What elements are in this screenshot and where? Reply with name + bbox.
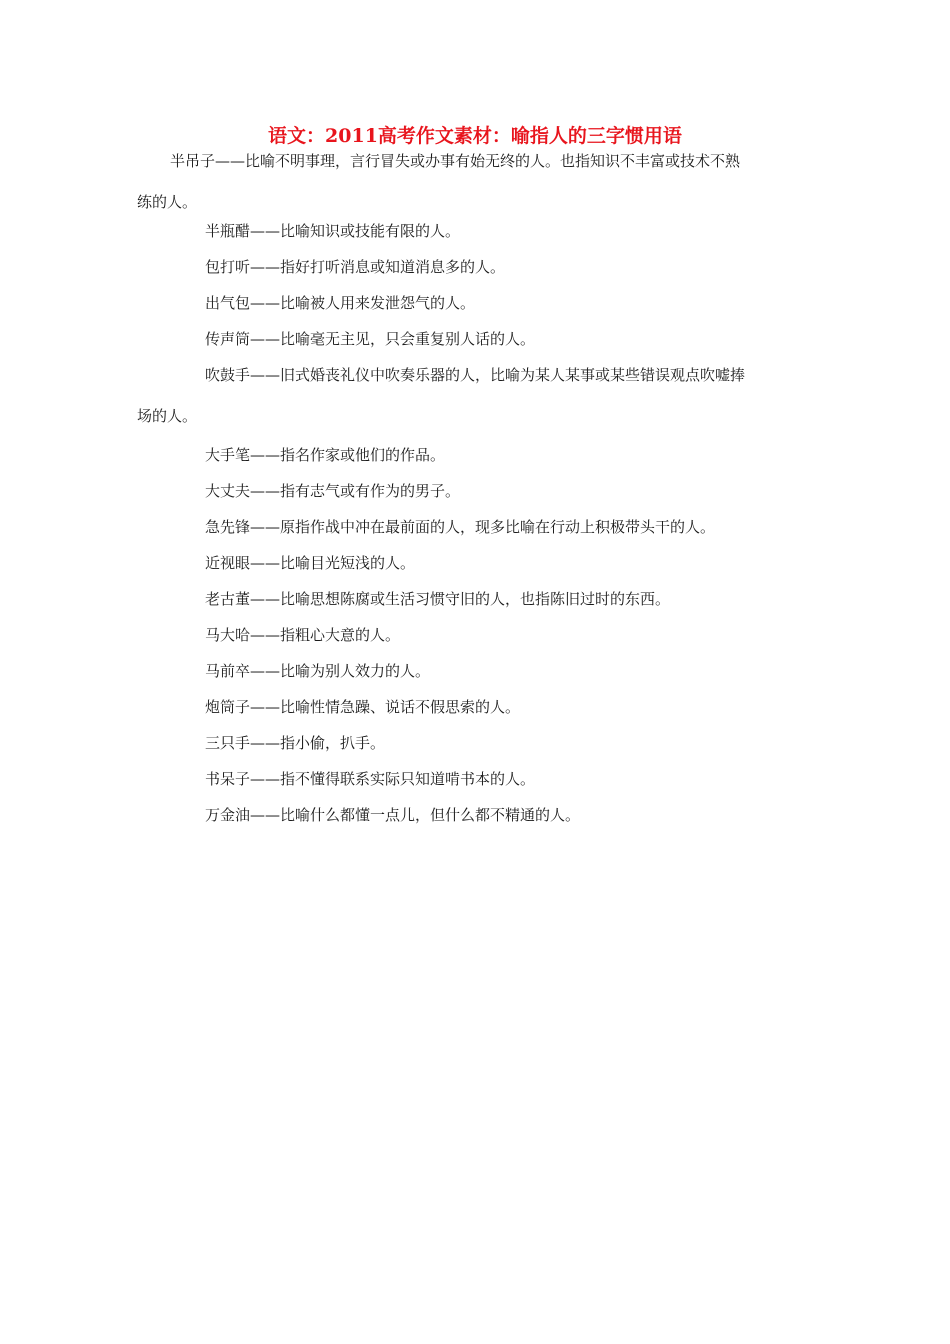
entry-text: 马前卒——比喻为别人效力的人。 (205, 662, 431, 680)
entry-text: 传声筒——比喻毫无主见，只会重复别人话的人。 (205, 330, 536, 348)
entry-item (137, 733, 817, 769)
entry-text: 大丈夫——指有志气或有作为的男子。 (205, 482, 461, 500)
entry-text: 吹鼓手——旧式婚丧礼仪中吹奏乐器的人，比喻为某人某事或某些错误观点吹嘘捧 (205, 366, 746, 384)
entry-text-continued: 练的人。 (137, 193, 198, 211)
entry-item (137, 697, 817, 733)
entry-text: 近视眼——比喻目光短浅的人。 (205, 554, 416, 572)
entry-item (137, 625, 817, 661)
entry-text: 万金油——比喻什么都懂一点儿，但什么都不精通的人。 (205, 806, 581, 824)
entry-text: 大手笔——指名作家或他们的作品。 (205, 446, 446, 464)
entry-text-continued: 场的人。 (137, 407, 198, 425)
entry-item (137, 553, 817, 589)
entry-text: 马大哈——指粗心大意的人。 (205, 626, 401, 644)
entry-item (137, 365, 817, 445)
entry-item (137, 481, 817, 517)
entry-item (137, 661, 817, 697)
entry-text: 老古董——比喻思想陈腐或生活习惯守旧的人，也指陈旧过时的东西。 (205, 590, 671, 608)
entry-item (137, 589, 817, 625)
entry-item (137, 805, 817, 841)
entry-text: 炮筒子——比喻性情急躁、说话不假思索的人。 (205, 698, 521, 716)
entry-text: 半吊子——比喻不明事理，言行冒失或办事有始无终的人。也指知识不丰富或技术不熟 (170, 152, 741, 170)
entry-item (137, 445, 817, 481)
entry-item (137, 257, 817, 293)
entry-text: 包打听——指好打听消息或知道消息多的人。 (205, 258, 506, 276)
entry-item (137, 517, 817, 553)
entry-text: 急先锋——原指作战中冲在最前面的人，现多比喻在行动上积极带头干的人。 (205, 518, 716, 536)
entry-text: 书呆子——指不懂得联系实际只知道啃书本的人。 (205, 770, 536, 788)
entry-text: 出气包——比喻被人用来发泄怨气的人。 (205, 294, 476, 312)
document-title: 语文：2011高考作文素材：喻指人的三字惯用语 (268, 125, 682, 147)
entry-text: 半瓶醋——比喻知识或技能有限的人。 (205, 222, 461, 240)
entry-item (137, 151, 817, 221)
entry-item (137, 329, 817, 365)
entry-item (137, 769, 817, 805)
entry-list (137, 151, 817, 841)
entry-item (137, 293, 817, 329)
entry-text: 三只手——指小偷，扒手。 (205, 734, 386, 752)
entry-item (137, 221, 817, 257)
